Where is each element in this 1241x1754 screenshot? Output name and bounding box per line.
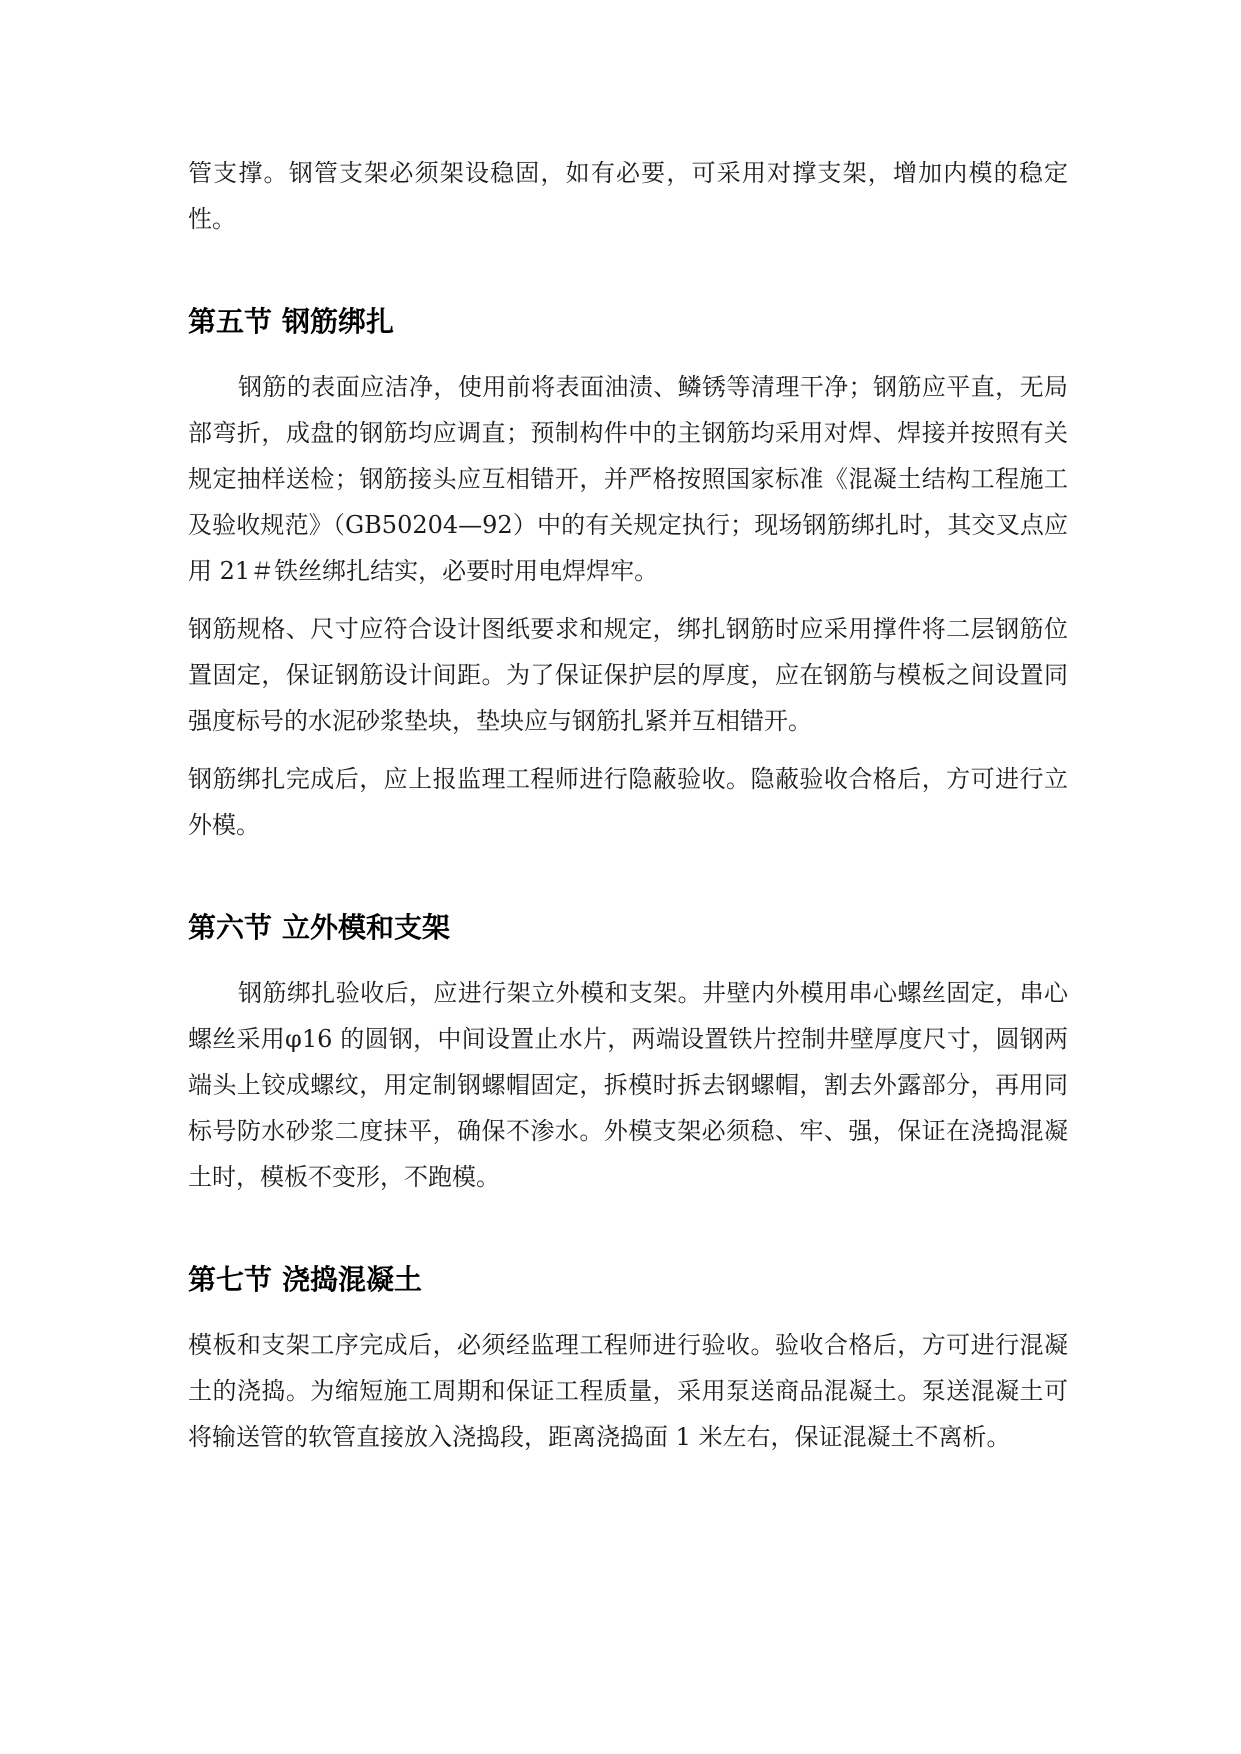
- section-7-paragraph-1: 模板和支架工序完成后，必须经监理工程师进行验收。验收合格后，方可进行混凝土的浇捣。为缩短施工周期和保证工程质量，采用泵送商品混凝土。泵送混凝土可将输送管的软管直接放入浇捣段，距离浇捣面 1 米左右，保证混凝土不离析。: [188, 1331, 1068, 1451]
- section-5-number: 第五节: [188, 305, 273, 338]
- section-6: [188, 908, 1068, 948]
- section-5-paragraph-2: 钢筋规格、尺寸应符合设计图纸要求和规定，绑扎钢筋时应采用撑件将二层钢筋位置固定，保证钢筋设计间距。为了保证保护层的厚度，应在钢筋与模板之间设置同强度标号的水泥砂浆垫块，垫块应与钢筋扎紧并互相错开。: [188, 615, 1068, 735]
- section-7: [188, 1260, 1068, 1300]
- document-body: [188, 150, 1068, 1472]
- section-6-paragraph-1: 钢筋绑扎验收后，应进行架立外模和支架。井壁内外模用串心螺丝固定，串心螺丝采用φ16 的圆钢，中间设置止水片，两端设置铁片控制井壁厚度尺寸，圆钢两端头上铰成螺纹，用定制钢螺帽固定，拆模时拆去钢螺帽，割去外露部分，再用同标号防水砂浆二度抹平，确保不渗水。外模支架必须稳、牢、强，保证在浇捣混凝土时，模板不变形，不跑模。: [188, 979, 1068, 1191]
- section-5-heading: [188, 302, 1068, 342]
- section-5-paragraph-1: 钢筋的表面应洁净，使用前将表面油渍、鳞锈等清理干净；钢筋应平直，无局部弯折，成盘的钢筋均应调直；预制构件中的主钢筋均采用对焊、焊接并按照有关规定抽样送检；钢筋接头应互相错开，并严格按照国家标准《混凝土结构工程施工及验收规范》（GB50204—92）中的有关规定执行；现场钢筋绑扎时，其交叉点应用 21＃铁丝绑扎结实，必要时用电焊焊牢。: [188, 373, 1068, 585]
- section-6-title: 立外模和支架: [282, 911, 451, 944]
- intro-paragraph: 管支撑。钢管支架必须架设稳固，如有必要，可采用对撑支架，增加内模的稳定性。: [188, 159, 1068, 233]
- section-7-title: 浇捣混凝土: [282, 1263, 423, 1296]
- section-7-heading: [188, 1260, 1068, 1300]
- section-5-paragraph-3: 钢筋绑扎完成后，应上报监理工程师进行隐蔽验收。隐蔽验收合格后，方可进行立外模。: [188, 765, 1068, 839]
- section-7-number: 第七节: [188, 1263, 273, 1296]
- section-5: [188, 302, 1068, 342]
- section-6-heading: [188, 908, 1068, 948]
- section-5-title: 钢筋绑扎: [282, 305, 395, 338]
- section-6-number: 第六节: [188, 911, 273, 944]
